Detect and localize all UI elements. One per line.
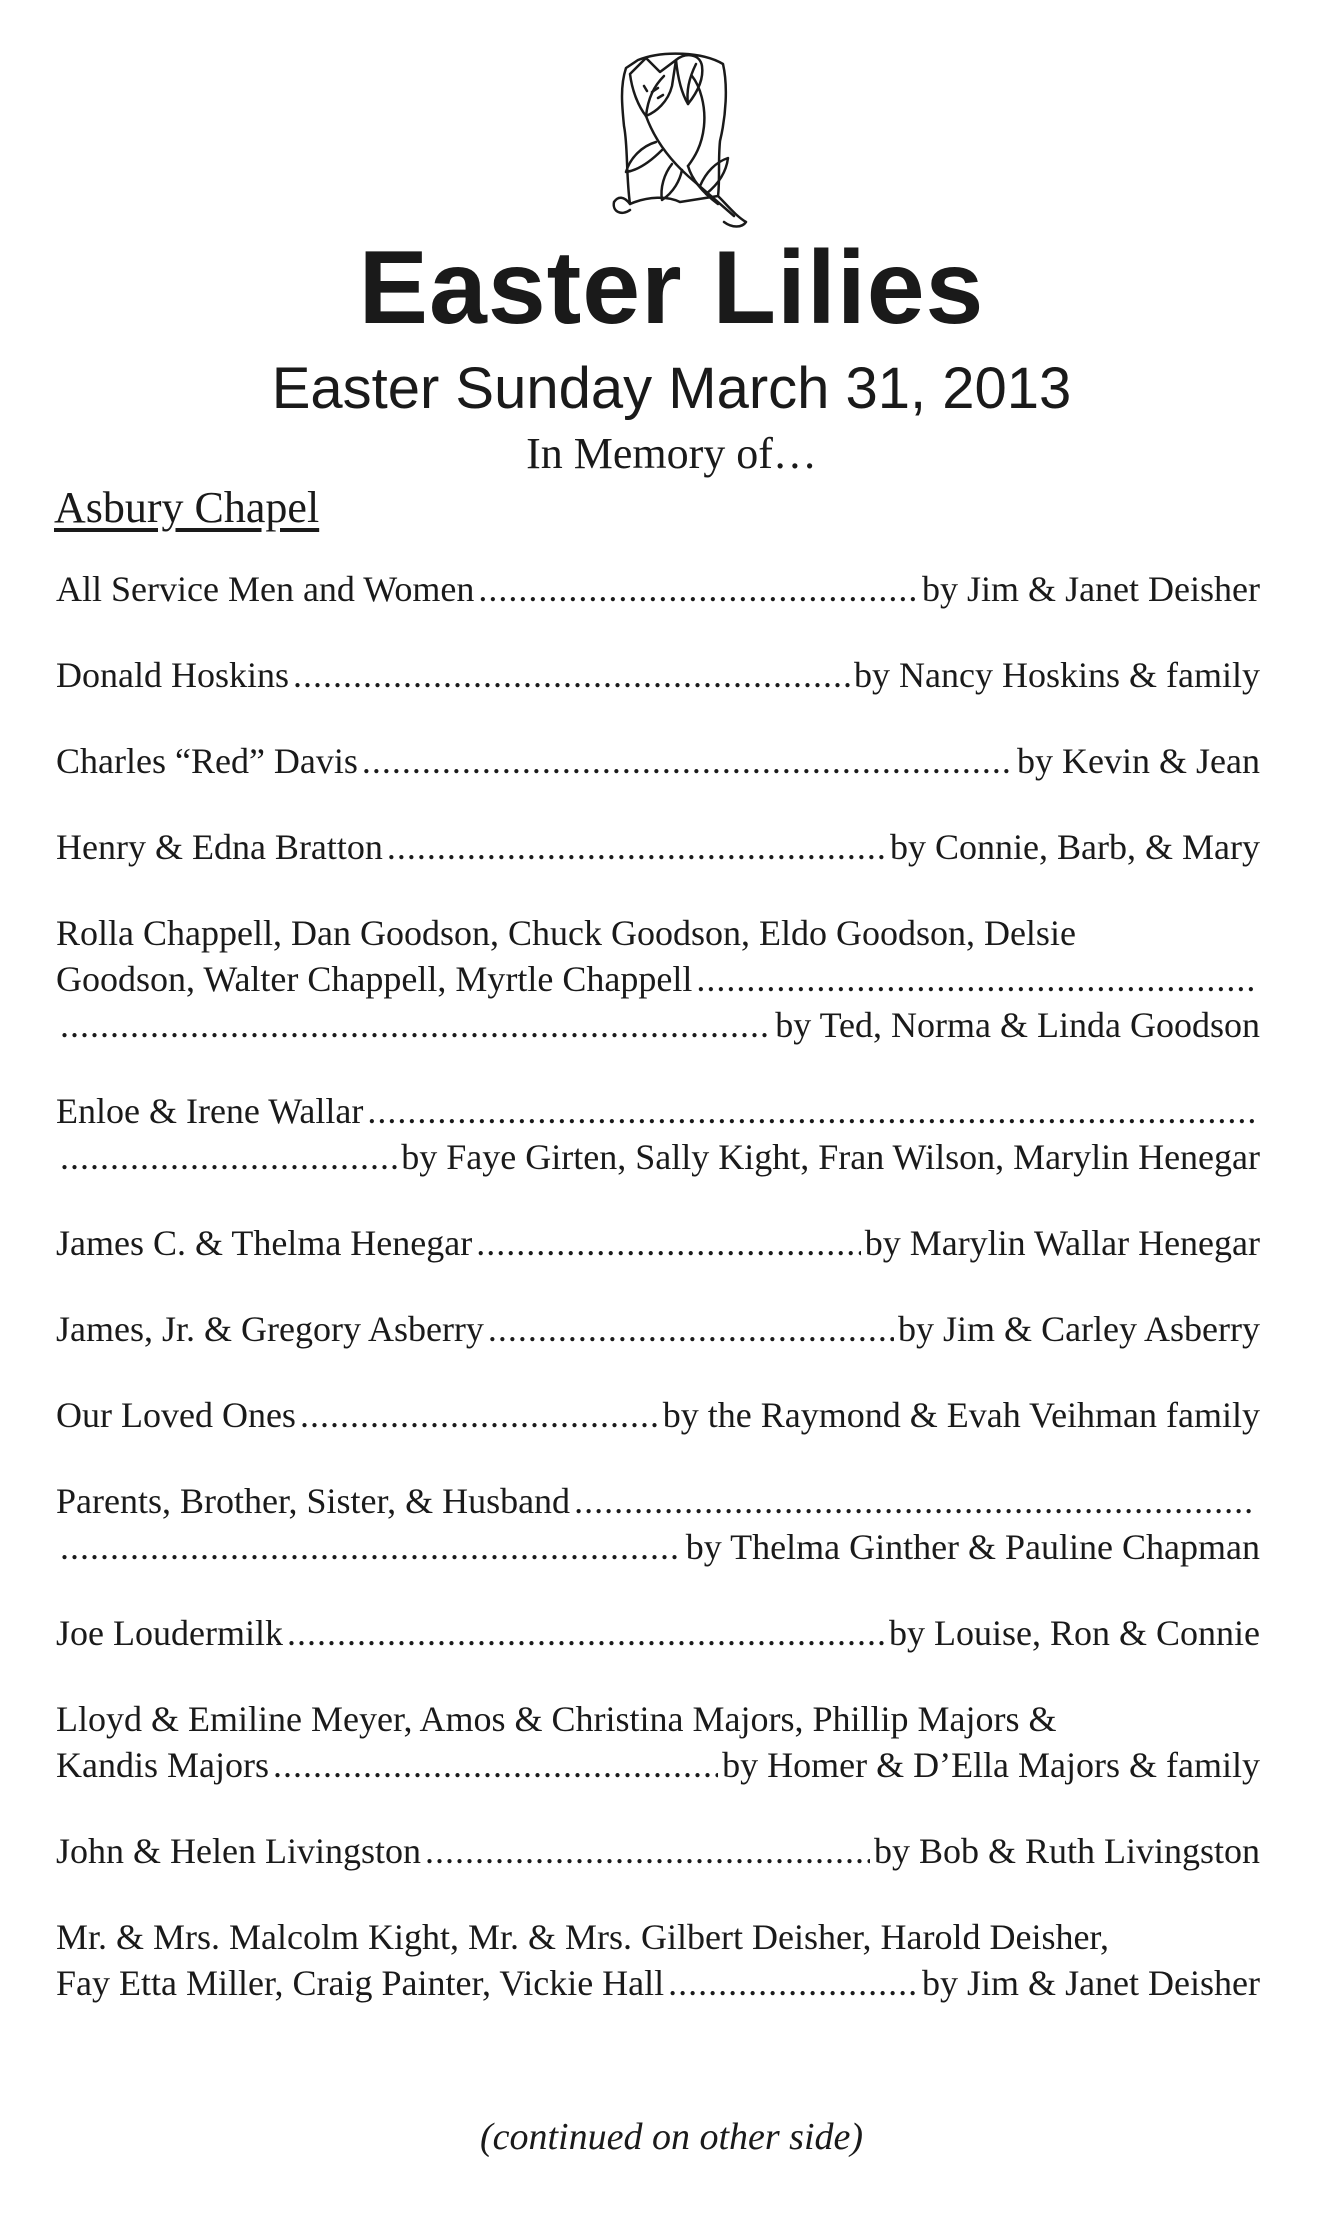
memorial-line	[56, 738, 1260, 784]
memorial-line	[56, 1478, 1260, 1524]
given-by: by Faye Girten, Sally Kight, Fran Wilson, Marylin Henegar	[401, 1137, 1260, 1177]
dot-leader	[293, 652, 850, 698]
dot-leader	[425, 1828, 870, 1874]
given-by: by Jim & Carley Asberry	[898, 1309, 1260, 1349]
given-by: by Kevin & Jean	[1017, 741, 1260, 781]
memorial-name: Enloe & Irene Wallar	[56, 1091, 364, 1131]
memorial-line	[56, 1002, 1260, 1048]
memorial-line	[56, 1306, 1260, 1352]
memorial-name: Goodson, Walter Chappell, Myrtle Chappell	[56, 959, 693, 999]
memorial-name: Donald Hoskins	[56, 655, 289, 695]
given-by: by Louise, Ron & Connie	[889, 1613, 1260, 1653]
memorial-entry	[56, 566, 1260, 612]
memorial-list	[56, 566, 1260, 2046]
dot-leader	[574, 1478, 1256, 1524]
memorial-line	[56, 1742, 1260, 1788]
memorial-entry	[56, 910, 1260, 1048]
memorial-entry	[56, 1828, 1260, 1874]
memorial-entry	[56, 652, 1260, 698]
dot-leader	[696, 956, 1256, 1002]
memorial-name: Henry & Edna Bratton	[56, 827, 383, 867]
memorial-name: James C. & Thelma Henegar	[56, 1223, 473, 1263]
in-memory-heading: In Memory of…	[526, 429, 817, 478]
dot-leader	[60, 1002, 771, 1048]
memorial-line	[56, 1960, 1260, 2006]
memorial-name: Joe Loudermilk	[56, 1613, 283, 1653]
memorial-line	[56, 566, 1260, 612]
memorial-line	[56, 1828, 1260, 1874]
given-by: by Thelma Ginther & Pauline Chapman	[685, 1527, 1260, 1567]
dot-leader	[287, 1610, 885, 1656]
memorial-entry	[56, 1088, 1260, 1180]
memorial-line	[56, 1392, 1260, 1438]
continued-note: (continued on other side)	[479, 2116, 864, 2158]
dot-leader	[387, 824, 886, 870]
memorial-name: Our Loved Ones	[56, 1395, 296, 1435]
given-by: by Ted, Norma & Linda Goodson	[775, 1005, 1260, 1045]
memorial-name: John & Helen Livingston	[56, 1831, 421, 1871]
section-title: Asbury Chapel	[54, 483, 320, 532]
memorial-line	[56, 1088, 1260, 1134]
given-by: by Connie, Barb, & Mary	[890, 827, 1260, 867]
memorial-entry	[56, 1914, 1260, 2006]
dot-leader	[60, 1134, 397, 1180]
easter-lily-icon	[568, 46, 758, 236]
memorial-line	[56, 1220, 1260, 1266]
dot-leader	[476, 1220, 860, 1266]
page-title: Easter Lilies	[358, 230, 985, 346]
memorial-name: Fay Etta Miller, Craig Painter, Vickie Hall	[56, 1963, 665, 2003]
given-by: by Marylin Wallar Henegar	[864, 1223, 1260, 1263]
dot-leader	[367, 1088, 1256, 1134]
dot-leader	[478, 566, 918, 612]
memorial-line	[56, 1134, 1260, 1180]
memorial-entry	[56, 1478, 1260, 1570]
memorial-names-line: Lloyd & Emiline Meyer, Amos & Christina Majors, Phillip Majors &	[56, 1699, 1057, 1739]
memorial-names-line: Rolla Chappell, Dan Goodson, Chuck Goodson, Eldo Goodson, Delsie	[56, 913, 1076, 953]
memorial-entry	[56, 1392, 1260, 1438]
dot-leader	[362, 738, 1013, 784]
memorial-entry	[56, 1306, 1260, 1352]
memorial-line	[56, 1524, 1260, 1570]
memorial-name: James, Jr. & Gregory Asberry	[56, 1309, 484, 1349]
given-by: by Jim & Janet Deisher	[922, 1963, 1260, 2003]
memorial-name: Parents, Brother, Sister, & Husband	[56, 1481, 571, 1521]
given-by: by Homer & D’Ella Majors & family	[722, 1745, 1260, 1785]
memorial-line	[56, 956, 1260, 1002]
memorial-entry	[56, 1696, 1260, 1788]
dot-leader	[60, 1524, 682, 1570]
memorial-entry	[56, 824, 1260, 870]
memorial-names-line: Mr. & Mrs. Malcolm Kight, Mr. & Mrs. Gilbert Deisher, Harold Deisher,	[56, 1917, 1109, 1957]
memorial-entry	[56, 1220, 1260, 1266]
memorial-line	[56, 1610, 1260, 1656]
memorial-line	[56, 652, 1260, 698]
dot-leader	[668, 1960, 918, 2006]
dot-leader	[273, 1742, 718, 1788]
memorial-entry	[56, 738, 1260, 784]
memorial-entry	[56, 1610, 1260, 1656]
given-by: by Nancy Hoskins & family	[854, 655, 1260, 695]
given-by: by Jim & Janet Deisher	[922, 569, 1260, 609]
memorial-line	[56, 824, 1260, 870]
memorial-name: Charles “Red” Davis	[56, 741, 358, 781]
given-by: by Bob & Ruth Livingston	[873, 1831, 1260, 1871]
memorial-name: Kandis Majors	[56, 1745, 269, 1785]
given-by: by the Raymond & Evah Veihman family	[662, 1395, 1260, 1435]
dot-leader	[488, 1306, 894, 1352]
page-subtitle: Easter Sunday March 31, 2013	[271, 356, 1072, 421]
memorial-name: All Service Men and Women	[56, 569, 475, 609]
dot-leader	[300, 1392, 659, 1438]
